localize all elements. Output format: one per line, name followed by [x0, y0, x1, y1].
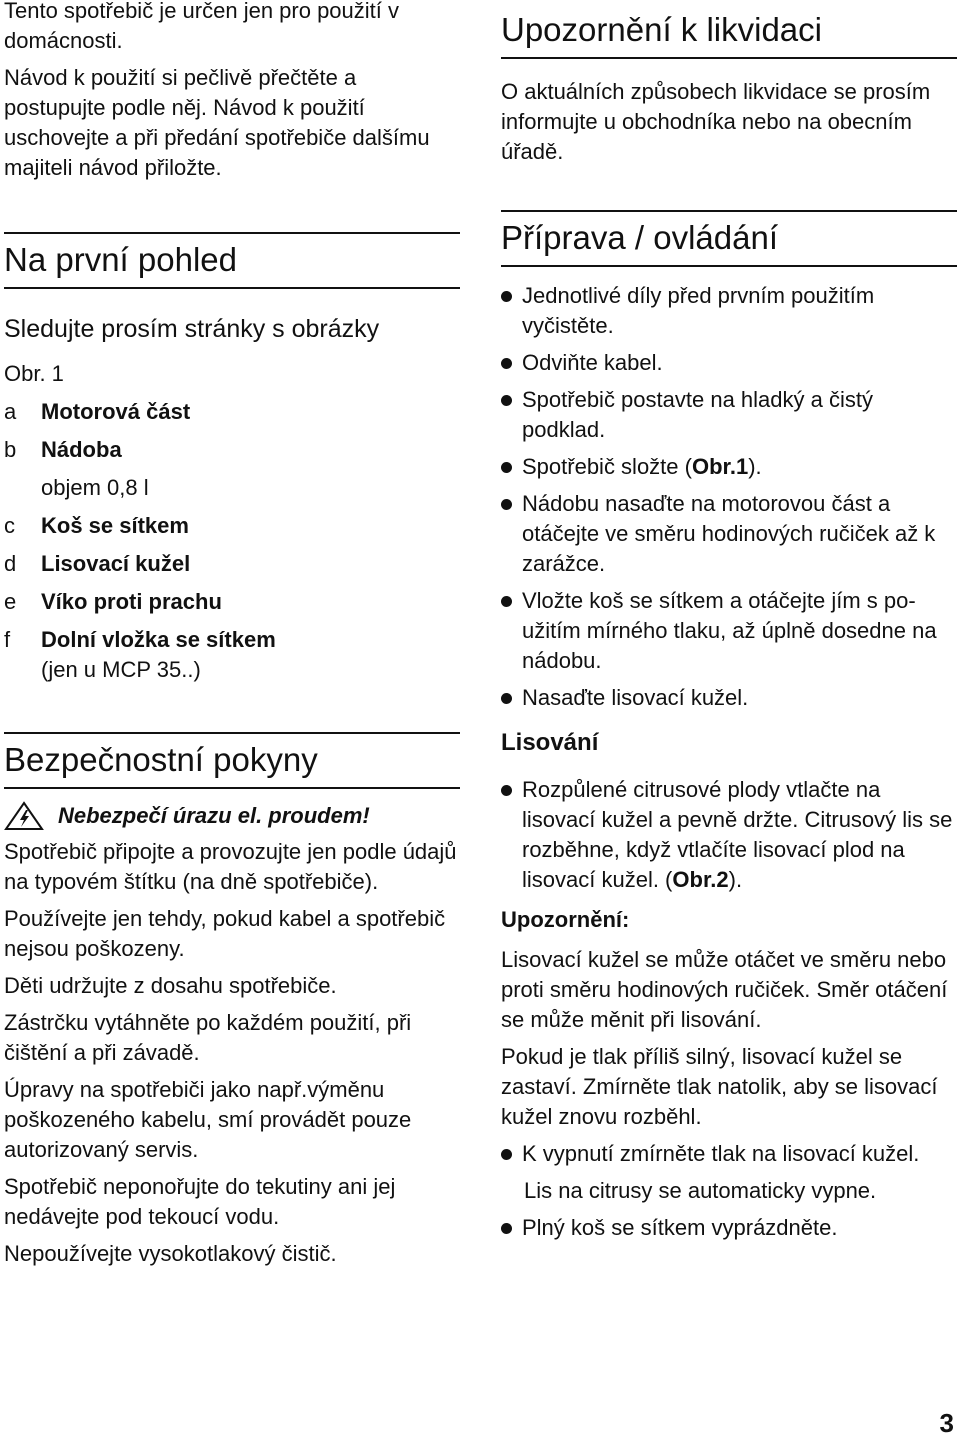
list-item: Nasaďte lisovací kužel.	[501, 683, 957, 713]
safety-paragraph: Děti udržujte z dosahu spotřebiče.	[4, 973, 337, 998]
part-item	[4, 473, 460, 503]
part-letter: b	[4, 437, 17, 462]
part-name: Víko proti prachu	[41, 589, 222, 614]
stop-text: Pokud je tlak příliš silný, lisovací kužel se zastaví. Zmírněte tlak natolik, aby se lisovací kužel znovu rozběhl.	[501, 1044, 938, 1129]
assemble-text: Spotřebič složte (	[522, 454, 692, 479]
rule	[501, 265, 957, 267]
pressing-list	[501, 775, 957, 895]
part-capacity: objem 0,8 l	[41, 475, 149, 500]
rule	[4, 287, 460, 289]
list-item: Vložte koš se sítkem a otáčejte jím s použitím mírného tlaku, až úplně dosedne na nádobu.	[501, 586, 957, 676]
page-number: 3	[939, 1408, 954, 1438]
part-letter: c	[4, 513, 15, 538]
switch-off-list	[501, 1139, 957, 1169]
safety-paragraph: Nepoužívejte vysokotlakový čistič.	[4, 1241, 337, 1266]
part-name: Nádoba	[41, 437, 122, 462]
figure-ref: Obr.2	[672, 867, 729, 892]
part-letter: f	[4, 627, 11, 652]
part-letter: a	[4, 399, 17, 424]
figure-ref: Obr.1	[691, 454, 749, 479]
list-item	[501, 452, 957, 482]
auto-off-text: Lis na citrusy se automaticky vypne.	[524, 1178, 877, 1203]
note-label: Upozornění:	[501, 907, 630, 932]
safety-paragraph: Spotřebič připojte a provozujte jen podle údajů na typovém štítku (na dně spotřebiče).	[4, 839, 457, 894]
part-item	[4, 511, 460, 541]
part-letter: e	[4, 589, 17, 614]
part-name: Koš se sítkem	[41, 513, 189, 538]
warning-triangle-icon	[4, 801, 44, 831]
empty-basket-list	[501, 1213, 957, 1243]
figure-1-label: Obr. 1	[4, 361, 64, 386]
note-text: Lisovací kužel se může otáčet ve směru nebo proti směru hodinových ručiček. Směr otáčení se může měnit při lisování.	[501, 947, 948, 1032]
part-letter: d	[4, 551, 17, 576]
part-note: (jen u MCP 35..)	[41, 657, 201, 682]
heading-preparation: Příprava / ovládání	[501, 219, 778, 256]
part-name: Dolní vložka se sítkem	[41, 627, 276, 652]
rule	[4, 787, 460, 789]
heading-disposal: Upozornění k likvidaci	[501, 11, 822, 48]
part-name: Motorová část	[41, 399, 191, 424]
part-item	[4, 549, 460, 579]
left-column	[4, 0, 460, 1269]
list-item: Spotřebič postavte na hladký a čistý podklad.	[501, 385, 957, 445]
assemble-suffix: ).	[748, 454, 762, 479]
right-column	[501, 0, 957, 1243]
press-text: Rozpůlené citrusové plody vtlačte na lisovací kužel a pevně držte. Citrusový lis se rozběhne, když vtlačíte lisovací plod na lisovací kužel. (	[522, 777, 953, 892]
heading-first-look: Na první pohled	[4, 241, 237, 278]
part-item	[4, 435, 460, 465]
rule	[4, 732, 460, 734]
heading-pressing: Lisování	[501, 729, 599, 756]
list-item: Odviňte kabel.	[501, 348, 957, 378]
rule	[4, 232, 460, 234]
safety-paragraph: Úpravy na spotřebiči jako např.výměnu poškozeného kabelu, smí provádět pouze autorizovaný servis.	[4, 1077, 412, 1162]
intro-read-manual: Návod k použití si pečlivě přečtěte a postupujte podle něj. Návod k použití uschovejte a při předání spotřebiče dalšímu majiteli návod přiložte.	[4, 65, 430, 180]
rule	[501, 57, 957, 59]
see-pictures-text: Sledujte prosím stránky s obrázky	[4, 315, 380, 343]
list-item: Jednotlivé díly před prvním použitím vyčistěte.	[501, 281, 957, 341]
safety-paragraph: Zástrčku vytáhněte po každém použití, při čištění a při závadě.	[4, 1010, 412, 1065]
warning-text: Nebezpečí úrazu el. proudem!	[58, 803, 370, 828]
preparation-list	[501, 281, 957, 713]
disposal-text: O aktuálních způsobech likvidace se prosím informujte u obchodníka nebo na obecním úřadě.	[501, 79, 931, 164]
part-item	[4, 625, 460, 685]
part-item	[4, 397, 460, 427]
parts-list	[4, 397, 460, 685]
part-name: Lisovací kužel	[41, 551, 191, 576]
safety-paragraph: Spotřebič neponořujte do tekutiny ani jej nedávejte pod tekoucí vodu.	[4, 1174, 396, 1229]
list-item	[501, 775, 957, 895]
list-item: Nádobu nasaďte na motorovou část a otáčejte ve směru hodinových ručiček až k zarážce.	[501, 489, 957, 579]
list-item: K vypnutí zmírněte tlak na lisovací kužel.	[501, 1139, 957, 1169]
rule	[501, 210, 957, 212]
warning-row	[4, 801, 460, 831]
part-item	[4, 587, 460, 617]
intro-household-use: Tento spotřebič je určen jen pro použití v domácnosti.	[4, 0, 400, 53]
press-suffix: ).	[728, 867, 743, 892]
list-item: Plný koš se sítkem vyprázdněte.	[501, 1213, 957, 1243]
heading-safety: Bezpečnostní pokyny	[4, 741, 318, 778]
safety-paragraph: Používejte jen tehdy, pokud kabel a spotřebič nejsou poškozeny.	[4, 906, 446, 961]
